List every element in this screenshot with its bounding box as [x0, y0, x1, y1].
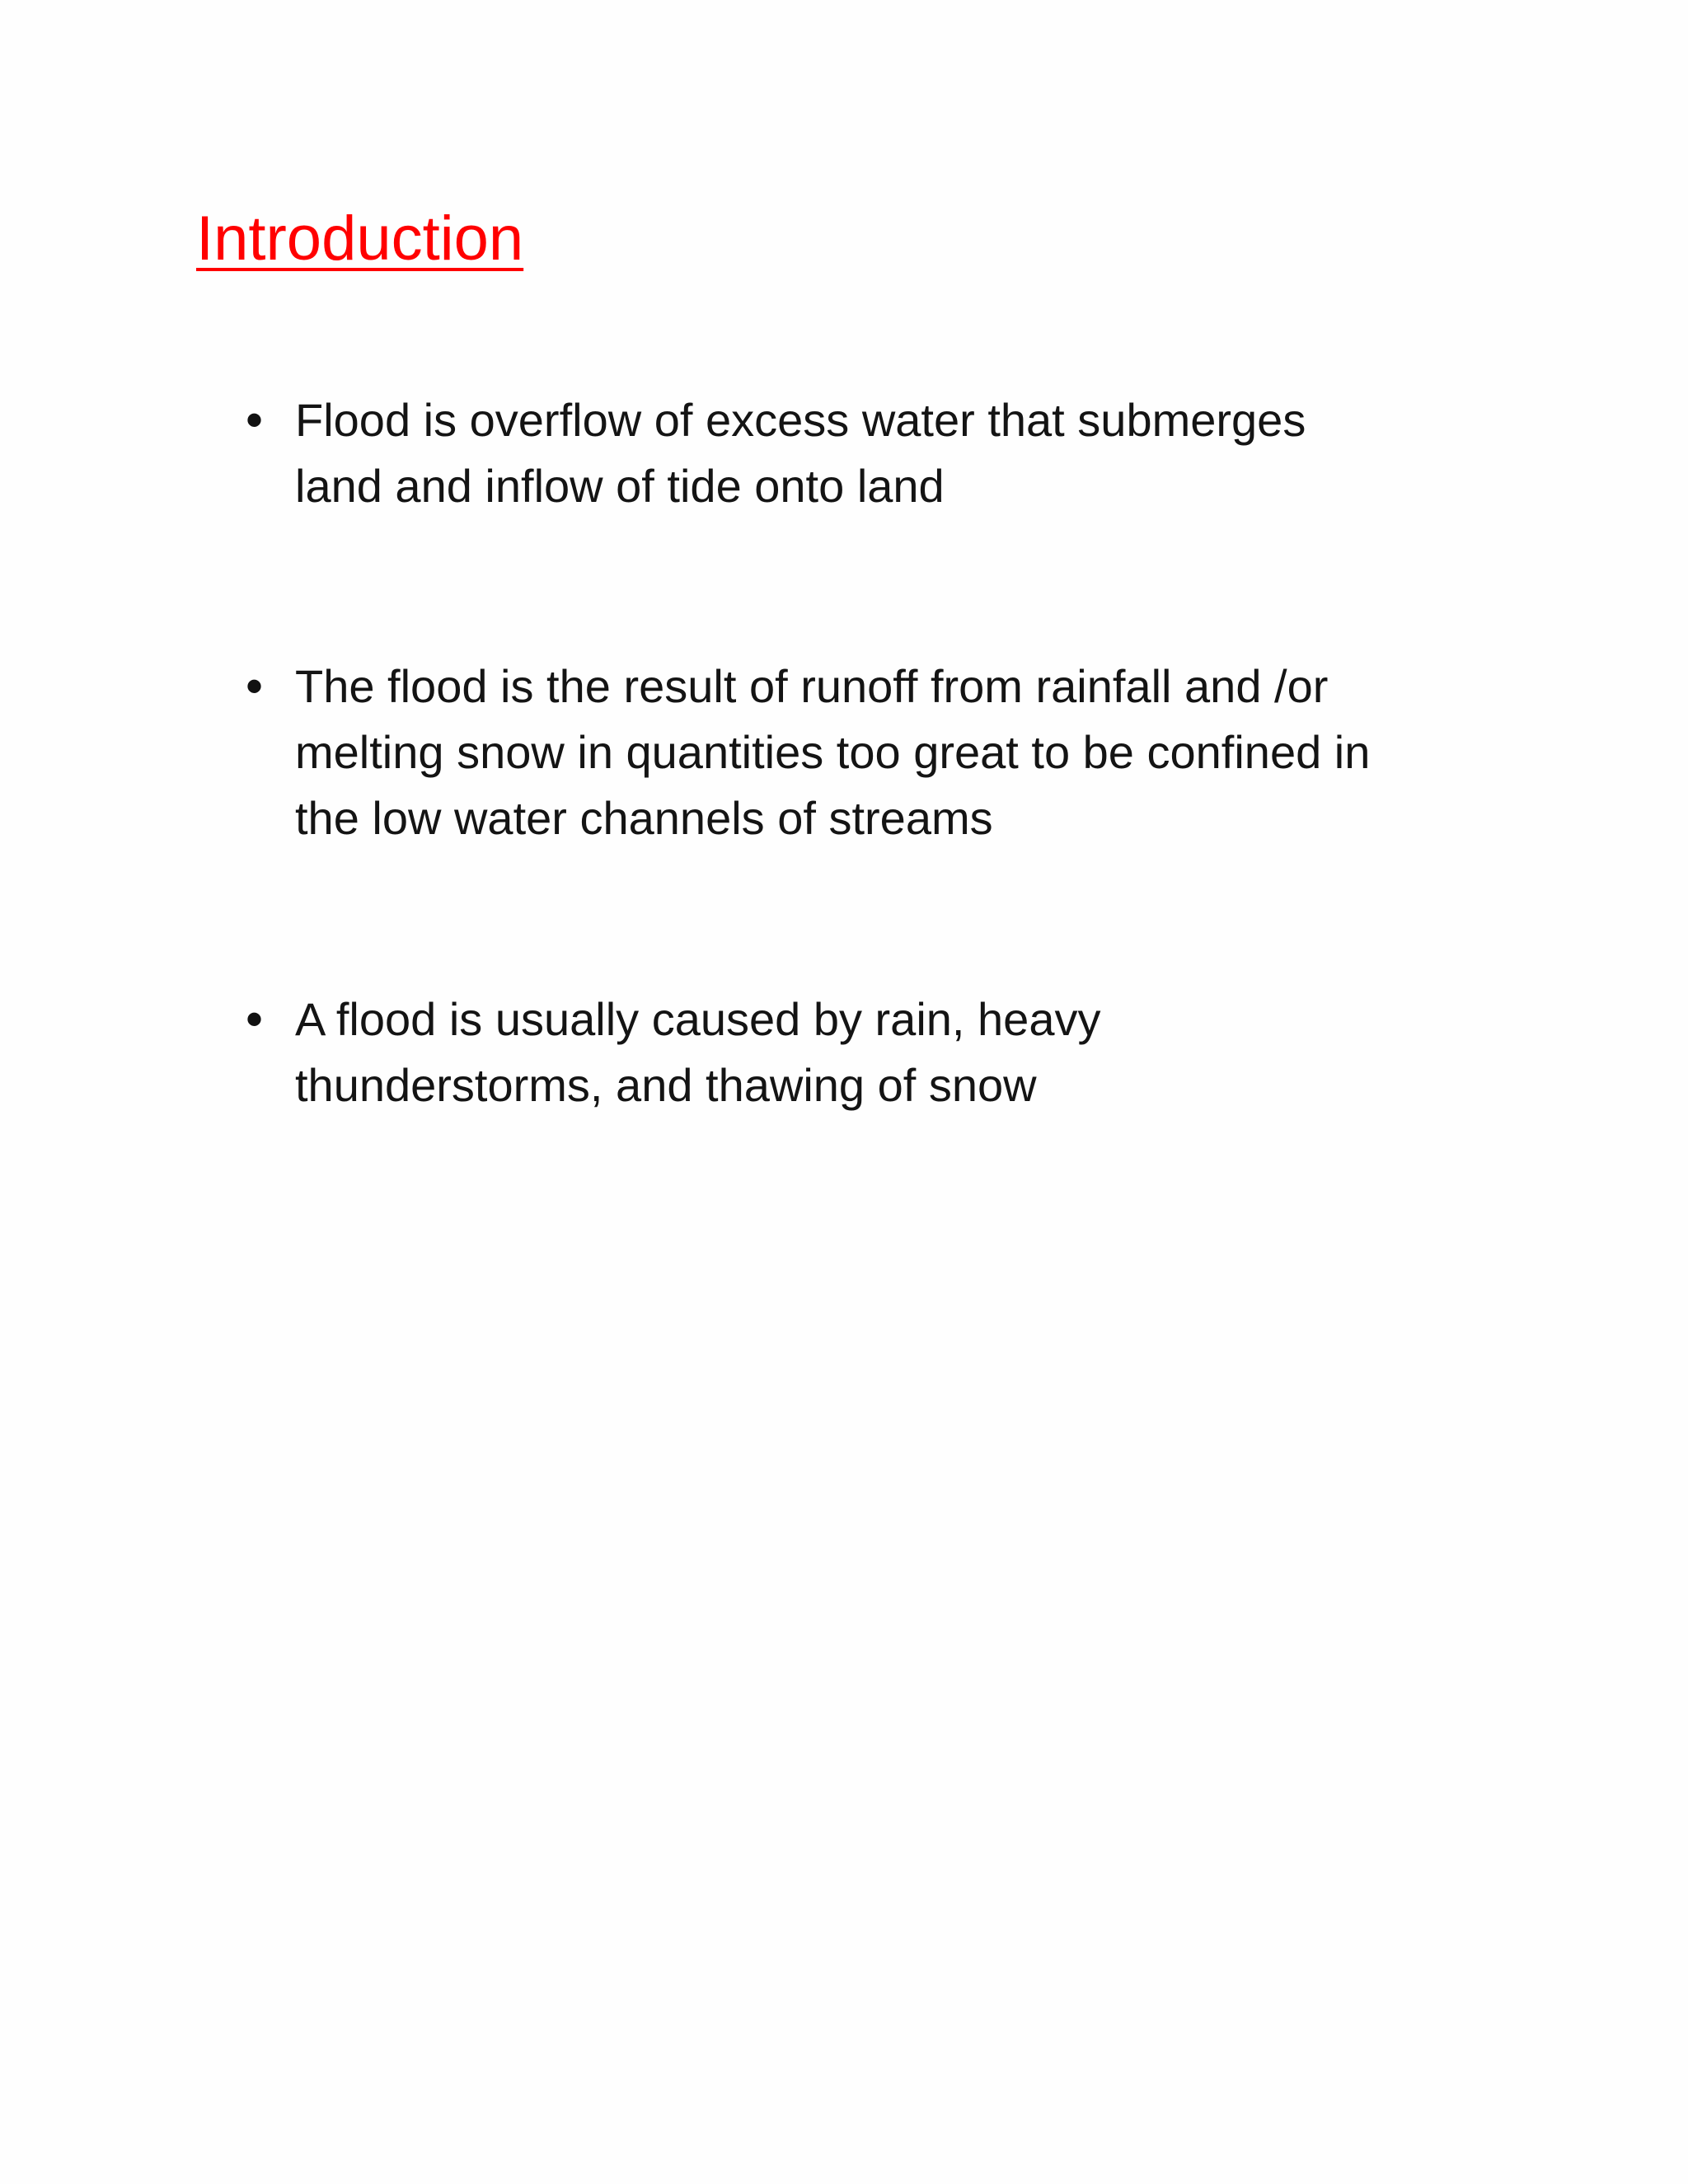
- text-line: thunderstorms, and thawing of snow: [295, 1059, 1037, 1111]
- text-line: A flood is usually caused by rain, heavy: [295, 993, 1101, 1045]
- text-line: Flood is overflow of excess water that submerges: [295, 394, 1306, 446]
- bullet-icon: •: [246, 991, 264, 1047]
- bullet-icon: •: [246, 658, 264, 714]
- bullet-icon: •: [246, 392, 264, 448]
- bullet-text: [295, 987, 1531, 1118]
- page-title: Introduction: [196, 204, 524, 274]
- text-line: The flood is the result of runoff from rainfall and /or: [295, 660, 1329, 712]
- bullet-text: [295, 387, 1531, 519]
- text-line: melting snow in quantities too great to be confined in: [295, 726, 1371, 778]
- text-line: land and inflow of tide onto land: [295, 460, 945, 512]
- text-line: the low water channels of streams: [295, 792, 993, 844]
- bullet-text: [295, 654, 1531, 851]
